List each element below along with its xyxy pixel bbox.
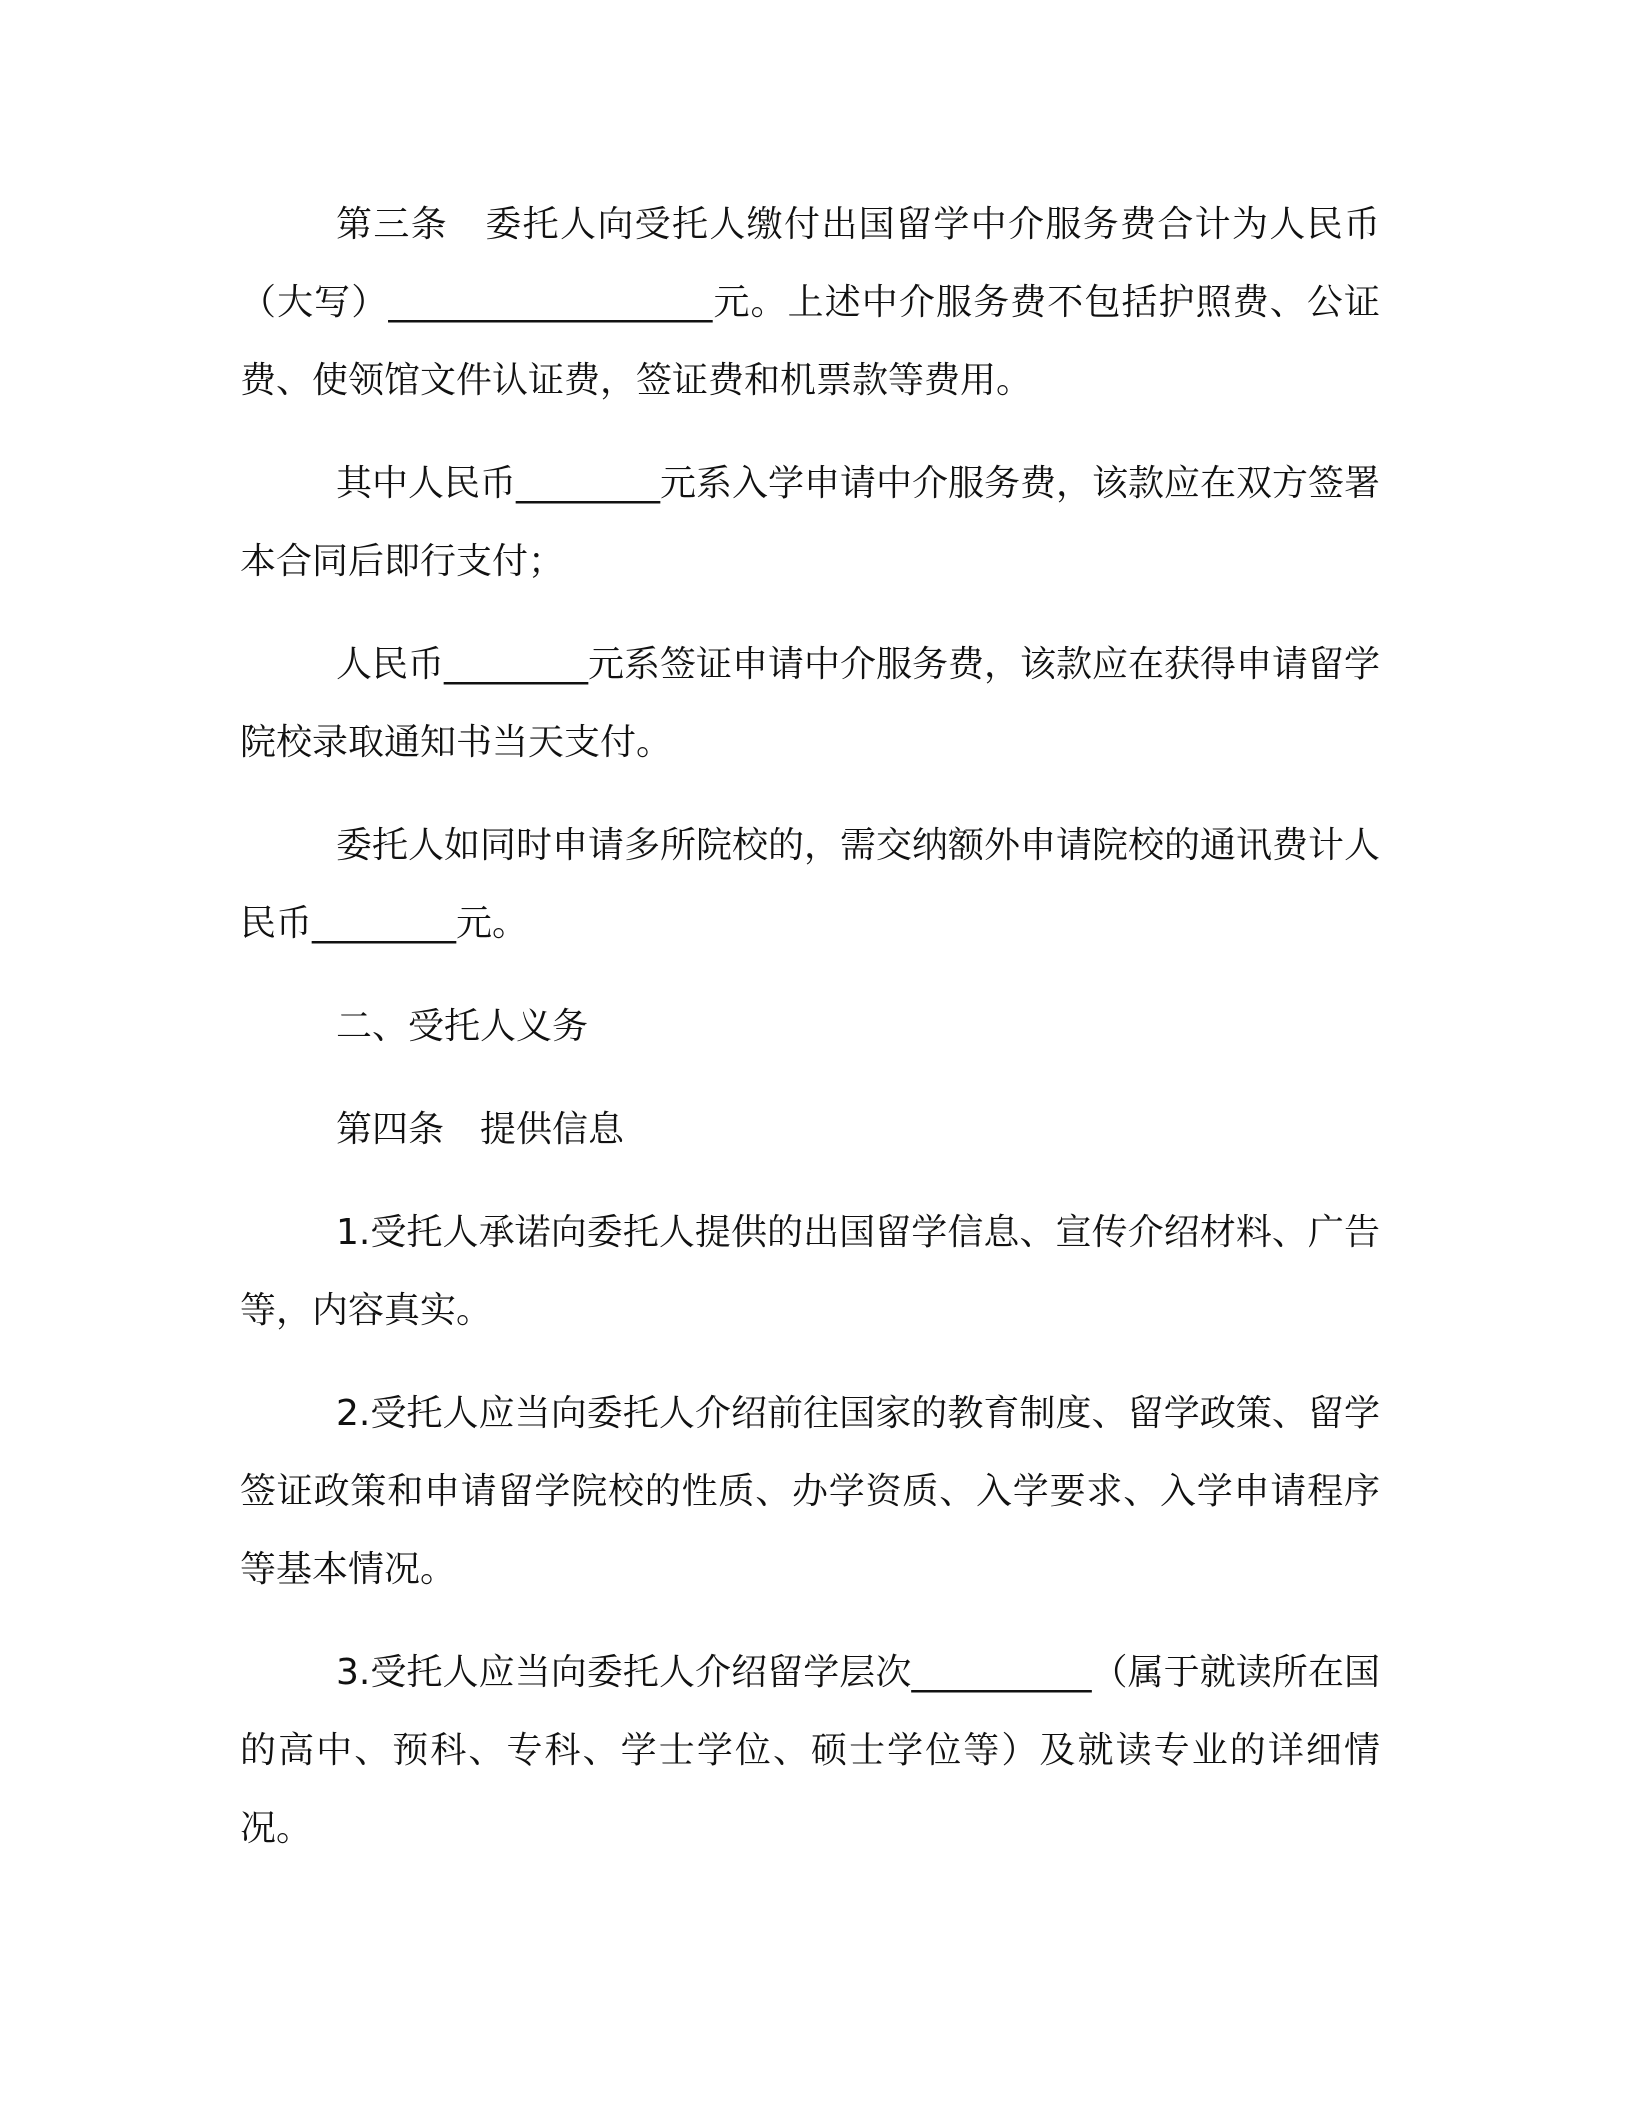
admission-fee-paragraph: 其中人民币________元系入学申请中介服务费，该款应在双方签署本合同后即行支付；	[240, 463, 1381, 582]
obligation-item-3: 3.受托人应当向委托人介绍留学层次__________（属于就读所在国的高中、预科、专科、学士学位、硕士学位等）及就读专业的详细情况。	[240, 1652, 1380, 1849]
obligation-item-2: 2.受托人应当向委托人介绍前往国家的教育制度、留学政策、留学签证政策和申请留学院校的性质、办学资质、入学要求、入学申请程序等基本情况。	[240, 1393, 1380, 1590]
document-page	[240, 186, 1380, 1893]
visa-fee-paragraph: 人民币________元系签证申请中介服务费，该款应在获得申请留学院校录取通知书当天支付。	[240, 644, 1381, 763]
article-3-fee-total: 第三条 委托人向受托人缴付出国留学中介服务费合计为人民币（大写）__________________元。上述中介服务费不包括护照费、公证费、使领馆文件认证费，签证费和机票款等费用。	[240, 204, 1380, 401]
section-2-heading: 二、受托人义务	[336, 1006, 589, 1047]
obligation-item-1: 1.受托人承诺向委托人提供的出国留学信息、宣传介绍材料、广告等，内容真实。	[240, 1212, 1380, 1331]
extra-school-fee-paragraph: 委托人如同时申请多所院校的，需交纳额外申请院校的通讯费计人民币________元。	[240, 825, 1381, 944]
article-4-heading: 第四条 提供信息	[336, 1109, 625, 1150]
